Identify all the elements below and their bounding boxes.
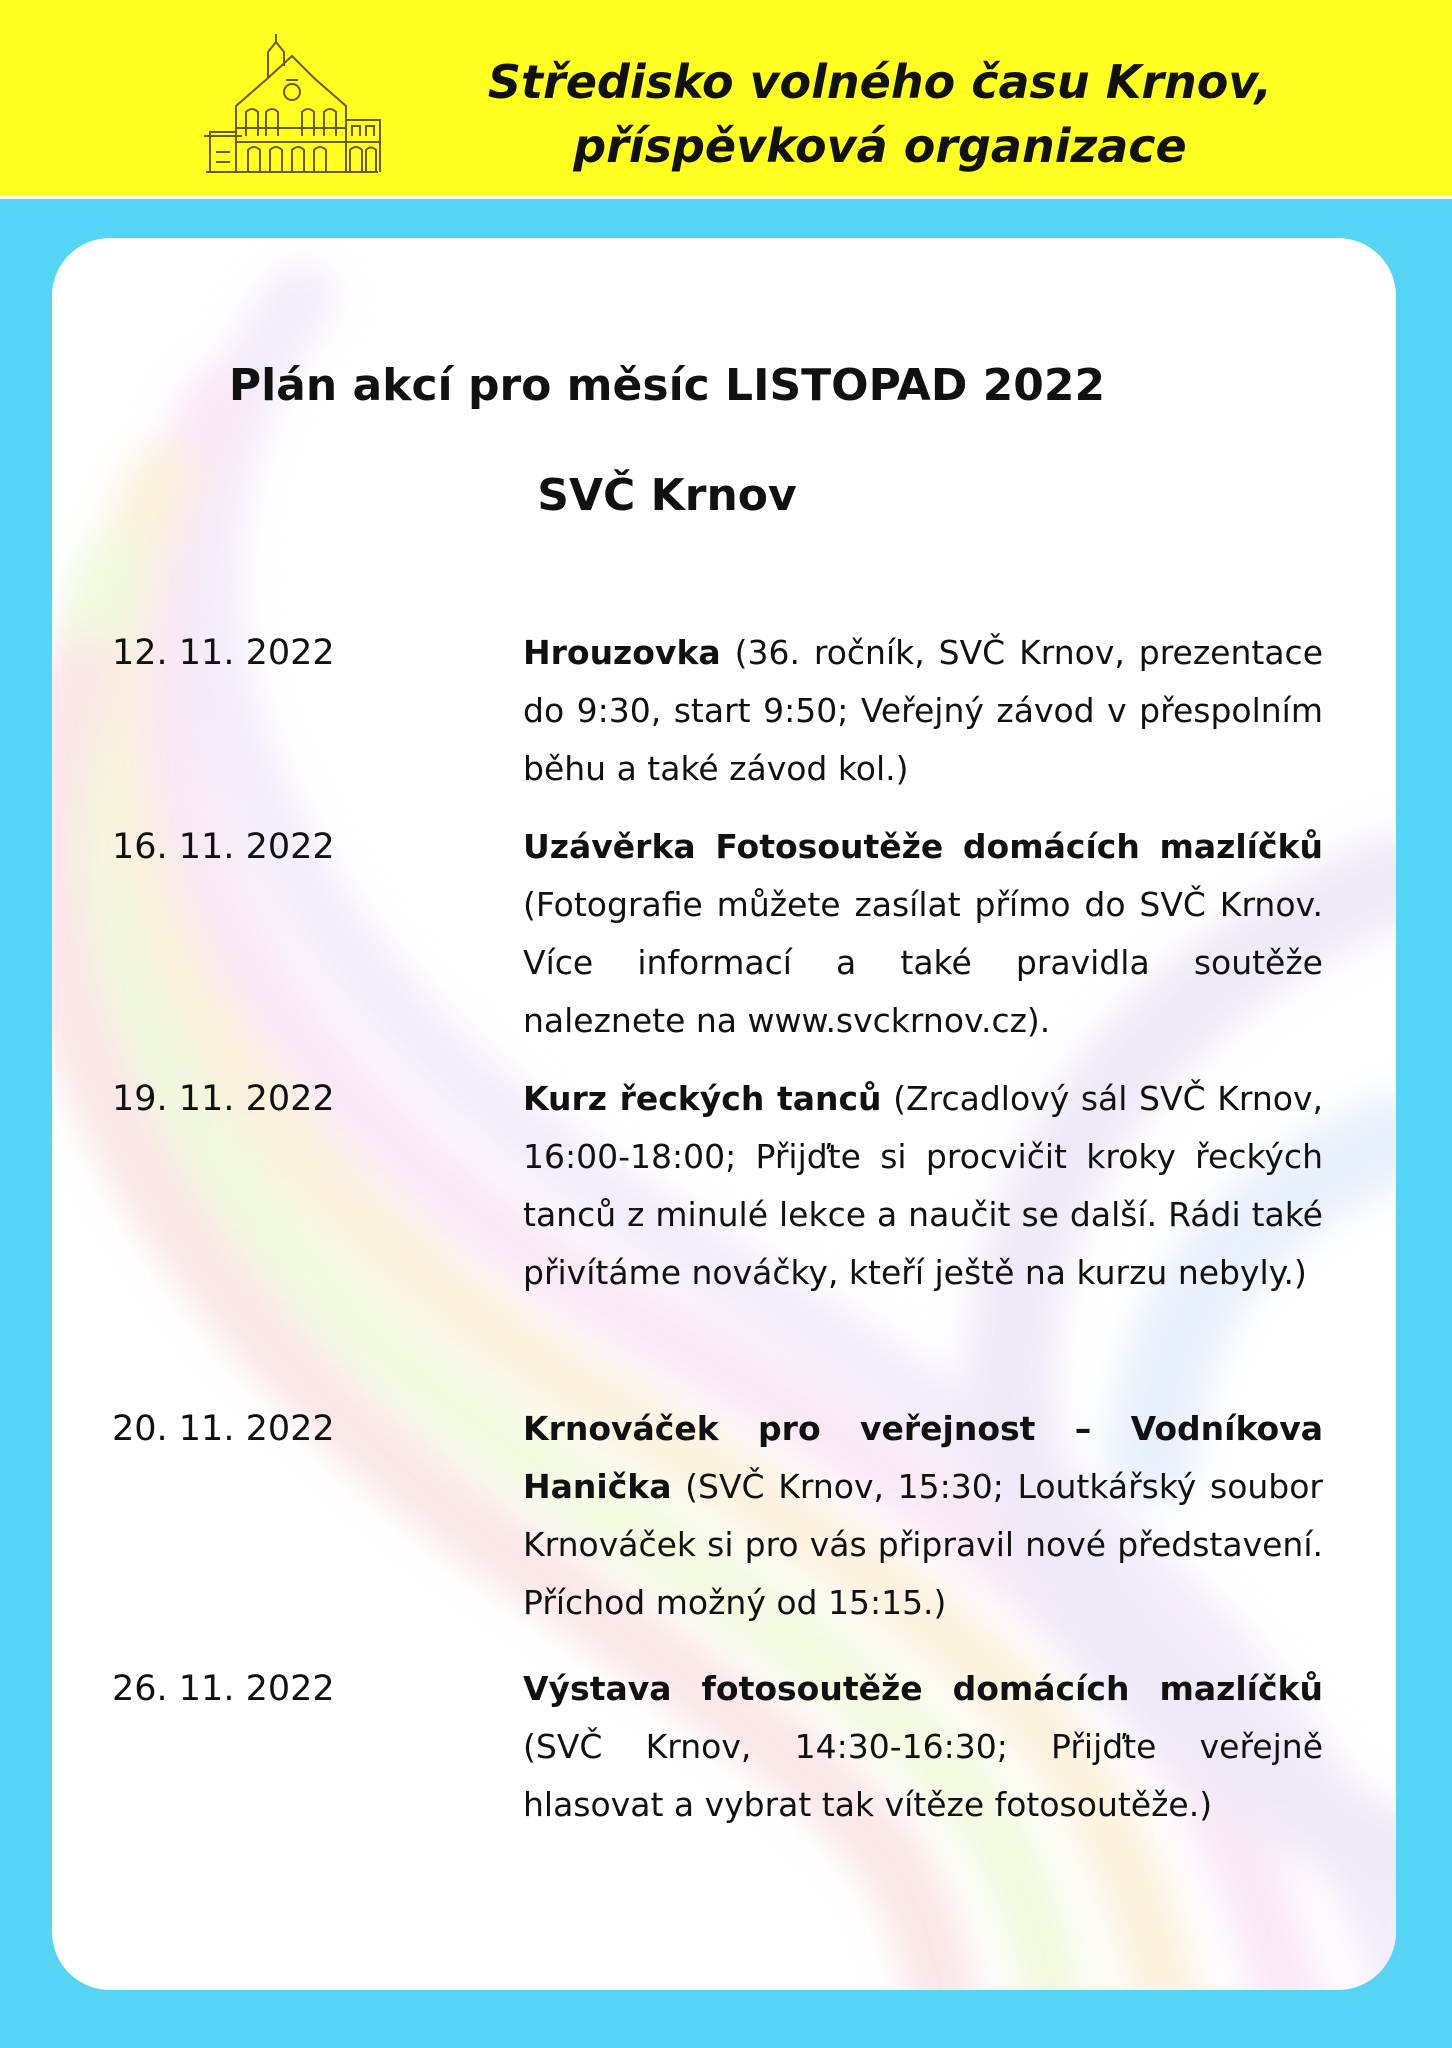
event-name: Kurz řeckých tanců [523,1079,882,1118]
event-details: (36. ročník, SVČ Krnov, prezentace do 9:30, start 9:50; Veřejný závod v přespolním běhu a také závod kol.) [523,633,1323,788]
castle-building-logo-icon [196,32,388,184]
plan-subtitle: SVČ Krnov [537,470,797,521]
event-name: Hrouzovka [523,633,721,672]
plan-title: Plán akcí pro měsíc LISTOPAD 2022 [228,360,1106,411]
content-card [52,238,1396,1990]
event-description [523,624,1323,798]
organization-title-line-1: Středisko volného času Krnov, [487,55,1273,109]
event-date: 19. 11. 2022 [112,1079,335,1119]
event-date: 26. 11. 2022 [112,1669,335,1709]
organization-title [400,50,1360,178]
event-date: 20. 11. 2022 [112,1409,335,1449]
event-date: 12. 11. 2022 [112,633,335,673]
event-details: (SVČ Krnov, 15:30; Loutkářský soubor Krnováček si pro vás připravil nové představení. Příchod možný od 15:15.) [523,1467,1323,1622]
event-name: Výstava fotosoutěže domácích mazlíčků [523,1669,1323,1708]
event-description [523,1660,1323,1834]
organization-title-line-2: příspěvková organizace [573,119,1187,173]
event-description [523,818,1323,1050]
event-description [523,1070,1323,1302]
event-details: (SVČ Krnov, 14:30-16:30; Přijďte veřejně hlasovat a vybrat tak vítěze fotosoutěže.) [523,1727,1323,1824]
event-name: Uzávěrka Fotosoutěže domácích mazlíčků [523,827,1323,866]
event-details: (Fotografie můžete zasílat přímo do SVČ Krnov. Více informací a také pravidla soutěže naleznete na www.svckrnov.cz). [523,885,1323,1040]
event-date: 16. 11. 2022 [112,827,335,867]
event-details: (Zrcadlový sál SVČ Krnov, 16:00-18:00; Přijďte si procvičit kroky řeckých tanců z minulé lekce a naučit se další. Rádi také přivítáme nováčky, kteří ještě na kurzu nebyly.) [523,1079,1324,1292]
header-banner [0,0,1452,199]
event-description [523,1400,1323,1632]
event-name: Krnováček pro veřejnost – Vodníkova Hanička [523,1409,1323,1506]
